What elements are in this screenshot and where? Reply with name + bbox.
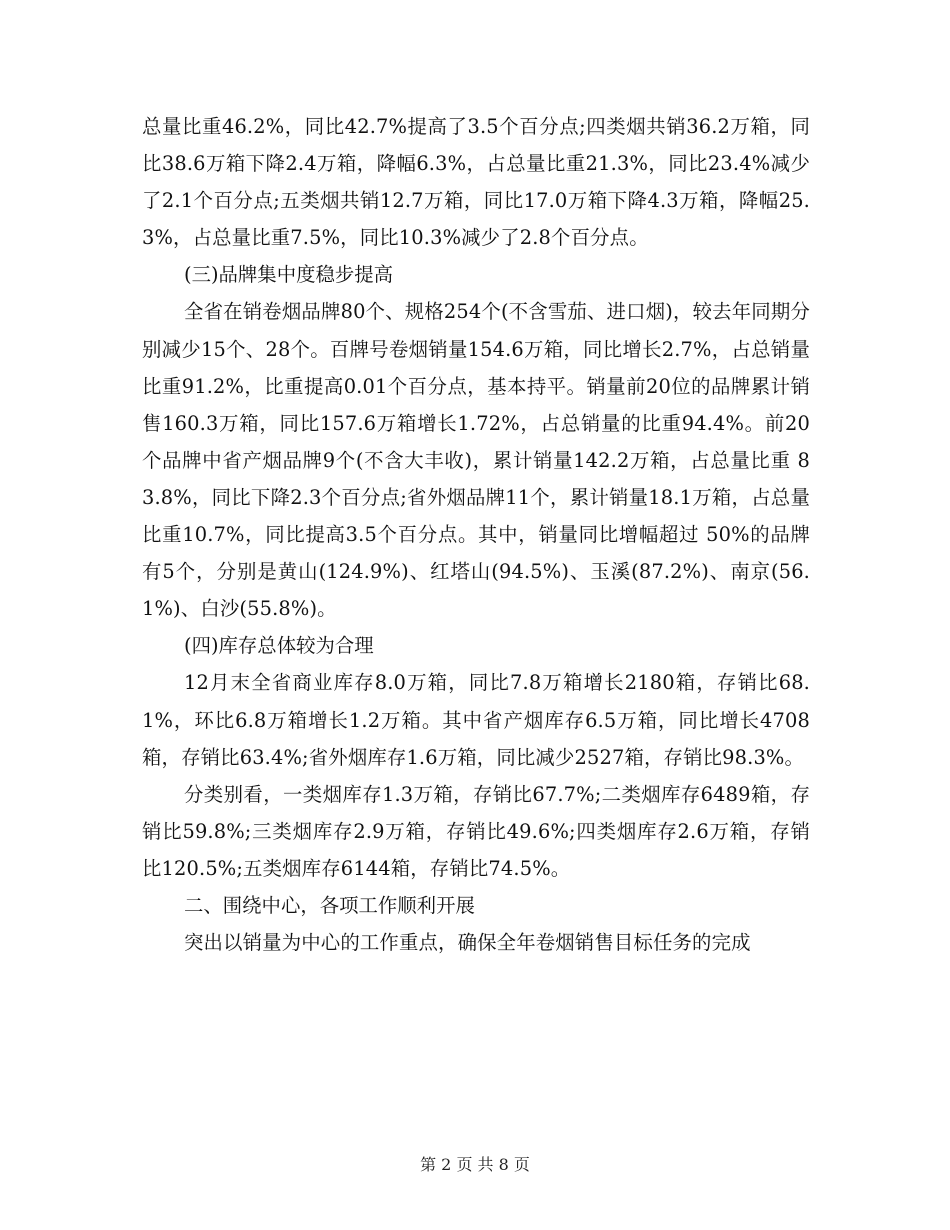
section-heading-brand-concentration: (三)品牌集中度稳步提高 bbox=[184, 263, 394, 287]
paragraph-inventory-by-category: 分类别看，一类烟库存1.3万箱，存销比67.7%;二类烟库存6489箱，存销比59.8%;三类烟库存2.9万箱，存销比49.6%;四类烟库存2.6万箱，存销比120.5%;五类烟库存6144箱，存销比74.5%。 bbox=[142, 782, 810, 880]
section-heading-work-progress: 二、围绕中心，各项工作顺利开展 bbox=[184, 893, 475, 917]
document-body bbox=[142, 108, 810, 961]
page-number-footer: 第 2 页 共 8 页 bbox=[420, 1155, 530, 1174]
section-heading-inventory: (四)库存总体较为合理 bbox=[184, 634, 374, 658]
paragraph-sales-focus: 突出以销量为中心的工作重点，确保全年卷烟销售目标任务的完成 bbox=[184, 931, 751, 955]
paragraph-brand-concentration: 全省在销卷烟品牌80个、规格254个(不含雪茄、进口烟)，较去年同期分别减少15个、28个。百牌号卷烟销量154.6万箱，同比增长2.7%，占总销量比重91.2%，比重提高0.01个百分点，基本持平。销量前20位的品牌累计销售160.3万箱，同比157.6万箱增长1.72%，占总销量的比重94.4%。前20个品牌中省产烟品牌9个(不含大丰收)，累计销量142.2万箱，占总量比重 83.8%，同比下降2.3个百分点;省外烟品牌11个，累计销量18.1万箱，占总量比重10.7%，同比提高3.5个百分点。其中，销量同比增幅超过 50%的品牌有5个，分别是黄山(124.9%)、红塔山(94.5%)、玉溪(87.2%)、南京(56.1%)、白沙(55.8%)。 bbox=[142, 300, 810, 621]
paragraph-inventory-overall: 12月末全省商业库存8.0万箱，同比7.8万箱增长2180箱，存销比68.1%，环比6.8万箱增长1.2万箱。其中省产烟库存6.5万箱，同比增长4708箱，存销比63.4%;省外烟库存1.6万箱，同比减少2527箱，存销比98.3%。 bbox=[142, 671, 810, 769]
paragraph-sales-by-category: 总量比重46.2%，同比42.7%提高了3.5个百分点;四类烟共销36.2万箱，同比38.6万箱下降2.4万箱，降幅6.3%，占总量比重21.3%，同比23.4%减少了2.1个百分点;五类烟共销12.7万箱，同比17.0万箱下降4.3万箱，降幅25.3%，占总量比重7.5%，同比10.3%减少了2.8个百分点。 bbox=[142, 115, 810, 250]
